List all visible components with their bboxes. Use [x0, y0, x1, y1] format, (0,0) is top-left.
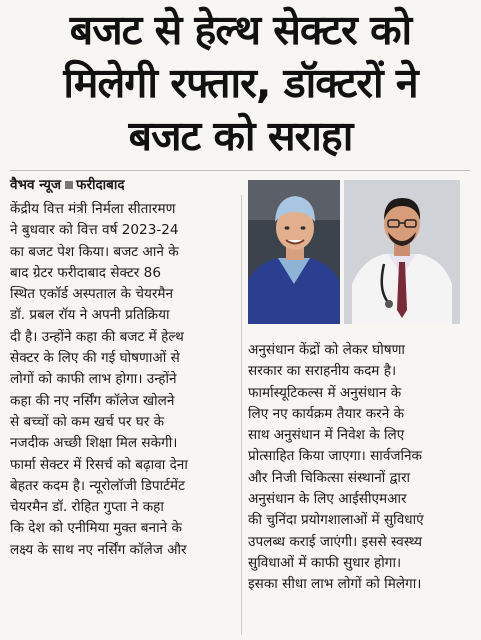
- body-line: लक्ष्य के साथ नए नर्सिंग कॉलेज और: [10, 541, 187, 558]
- body-line: की चुनिंदा प्रयोगशालाओं में सुविधाएं: [248, 512, 424, 529]
- body-line: अनुसंधान केंद्रों को लेकर घोषणा: [248, 342, 405, 358]
- doctor-portrait-white-coat-icon: [344, 180, 460, 324]
- article-column-right: [248, 340, 470, 596]
- body-line: डॉ. प्रबल रॉय ने अपनी प्रतिक्रिया: [10, 307, 170, 324]
- body-line: फार्मास्यूटिकल्स में अनुसंधान के: [248, 384, 402, 401]
- body-line: बेहतर कदम है। न्यूरोलॉजी डिपार्टमेंट: [10, 477, 185, 494]
- body-line: केंद्रीय वित्त मंत्री निर्मला सीतारमण: [10, 201, 176, 217]
- body-line: सुविधाओं में काफी सुधार होगा।: [248, 554, 402, 571]
- body-line: इसका सीधा लाभ लोगों को मिलेगा।: [248, 576, 422, 593]
- doctor-photo-right: [344, 180, 460, 324]
- headline-line-2: मिलेगी रफ्तार, डॉक्टरों ने: [63, 59, 418, 107]
- byline: [10, 176, 125, 194]
- body-line: से बच्चों को कम खर्च पर घर के: [10, 413, 165, 430]
- body-line: स्थित एकॉर्ड अस्पताल के चेयरमैन: [10, 286, 174, 303]
- body-line: कि देश को एनीमिया मुक्त बनाने के: [10, 520, 182, 537]
- byline-separator-icon: [65, 181, 73, 189]
- body-line: प्रोत्साहित किया जाएगा। सार्वजनिक: [248, 448, 422, 465]
- body-line: सेक्टर के लिए की गई घोषणाओं से: [10, 350, 180, 367]
- body-line: नजदीक अच्छी शिक्षा मिल सकेगी।: [10, 435, 178, 452]
- body-line: लिए नए कार्यक्रम तैयार करने के: [248, 405, 405, 422]
- headline-rule: [10, 170, 470, 171]
- column-divider: [241, 195, 242, 635]
- body-line: चेयरमैन डॉ. रोहित गुप्ता ने कहा: [10, 499, 164, 516]
- body-line: कहा की नए नर्सिंग कॉलेज खोलने: [10, 392, 175, 409]
- body-line: ने बुधवार को वित्त वर्ष 2023-24: [10, 222, 179, 239]
- body-line: अनुसंधान के लिए आईसीएमआर: [248, 491, 407, 508]
- body-line: और निजी चिकित्सा संस्थानों द्वारा: [248, 469, 411, 486]
- body-line: फार्मा सेक्टर में रिसर्च को बढ़ावा देना: [10, 456, 188, 473]
- headline-line-1: बजट से हेल्थ सेक्टर को: [69, 6, 412, 54]
- headline: [0, 4, 481, 163]
- body-line: सरकार का सराहनीय कदम है।: [248, 363, 397, 380]
- article-column-left: [10, 199, 236, 561]
- byline-place: फरीदाबाद: [76, 177, 125, 193]
- body-line: साथ अनुसंधान में निवेश के लिए: [248, 427, 405, 444]
- doctor-photo-left: [248, 180, 340, 324]
- body-line: का बजट पेश किया। बजट आने के: [10, 243, 179, 260]
- body-line: उपलब्ध कराई जाएंगी। इससे स्वस्थ्य: [248, 533, 422, 550]
- byline-agency: वैभव न्यूज: [10, 177, 62, 193]
- body-line: दी है। उन्होंने कहा की बजट में हेल्थ: [10, 328, 184, 345]
- body-line: लोगों को काफी लाभ होगा। उन्होंने: [10, 371, 177, 388]
- body-line: बाद ग्रेटर फरीदाबाद सेक्टर 86: [10, 264, 161, 281]
- headline-line-3: बजट को सराहा: [128, 112, 353, 160]
- doctor-portrait-surgical-cap-icon: [248, 180, 340, 324]
